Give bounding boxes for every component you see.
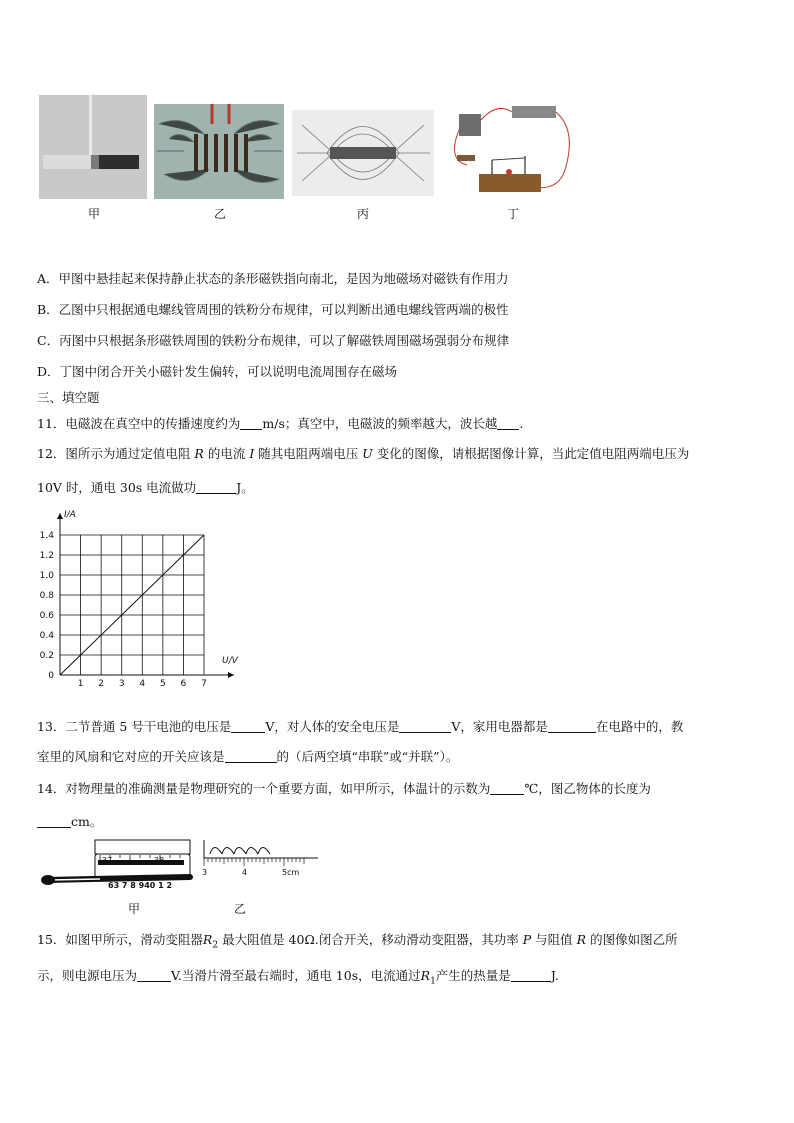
x-tick-label: 1: [77, 679, 84, 689]
q15-text-3: 与阻值: [535, 932, 573, 947]
q15-text-5: 示，则电源电压为: [37, 968, 138, 983]
q12-text-2: 的电流: [207, 446, 246, 461]
figure-ding-oersted-circuit: [447, 100, 577, 200]
figure-bing-bar-magnet-field: [292, 110, 434, 196]
x-tick-label: 5: [159, 679, 166, 689]
y-tick-label: 0.2: [39, 651, 54, 661]
q15-text-4: 的图像如图乙所: [590, 932, 678, 947]
q15-text-2: 最大阻值是 40Ω.闭合开关，移动滑动变阻器，其功率: [222, 932, 519, 947]
ruler-label-3: 3: [202, 868, 208, 877]
q13-blank-3: [548, 720, 596, 733]
q15-text-7: 产生的热量是: [435, 968, 511, 983]
q15-var-r1-sub: 1: [430, 976, 436, 987]
option-b: B．乙图中只根据通电螺线管周围的铁粉分布规律，可以判断出通电螺线管两端的极性: [37, 302, 509, 317]
thermometer-label-37: 37: [102, 856, 113, 865]
y-tick-label: 0.6: [39, 611, 54, 621]
q15-var-r2: R: [202, 932, 213, 947]
figure-caption-bing: 丙: [356, 207, 369, 221]
q12-blank: [196, 481, 236, 494]
q13-text-6: 的（后两空填“串联”或“并联”）。: [276, 749, 459, 764]
x-tick-label: 7: [201, 679, 207, 689]
question-14-line-1: [37, 781, 651, 797]
question-14-line-2: [37, 814, 102, 830]
q13-text-2: V，对人体的安全电压是: [265, 719, 400, 734]
q14-text-3: cm。: [71, 814, 103, 829]
q15-text-8: J.: [550, 968, 559, 983]
q12-var-u: U: [362, 446, 373, 461]
ruler-label-5cm: 5cm: [282, 868, 300, 877]
thermometer-label-38: 38: [154, 856, 165, 865]
q11-text-1: 11．电磁波在真空中的传播速度约为: [37, 416, 241, 431]
question-15-line-2: [37, 968, 559, 990]
figure-jia-hanging-magnet: [39, 95, 147, 199]
x-tick-label: 6: [180, 679, 187, 689]
figure-yi-solenoid-iron-filings: [154, 104, 284, 199]
q13-blank-2: [399, 720, 451, 733]
q14-text-1: 14．对物理量的准确测量是物理研究的一个重要方面，如甲所示，体温计的示数为: [37, 781, 491, 796]
q11-blank-1: [240, 417, 262, 430]
q14-caption-yi: 乙: [233, 902, 246, 916]
q15-text-1: 15．如图甲所示，滑动变阻器: [37, 932, 203, 947]
q12-var-i: I: [249, 446, 255, 461]
y-tick-label: 1.4: [39, 531, 54, 541]
question-12-line-2: [37, 480, 254, 496]
q13-blank-4: [225, 750, 277, 763]
q14-blank-1: [490, 782, 524, 795]
q13-blank-1: [231, 720, 265, 733]
iu-chart: [30, 505, 255, 690]
q15-var-p: P: [522, 932, 532, 947]
q12-text-5: 10V 时，通电 30s 电流做功: [37, 480, 197, 495]
q11-text-2: m/s；真空中，电磁波的频率越大，波长越: [262, 416, 498, 431]
x-axis-label: U/V: [222, 656, 238, 666]
figure-caption-jia: 甲: [87, 207, 100, 221]
y-axis-arrow: [57, 513, 63, 519]
x-tick-label: 4: [139, 679, 146, 689]
y-tick-label: 0.4: [39, 631, 54, 641]
q12-text-1: 12．图所示为通过定值电阻: [37, 446, 191, 461]
q13-text-1: 13．二节普通 5 号干电池的电压是: [37, 719, 232, 734]
figure-caption-ding: 丁: [506, 207, 519, 221]
q13-text-5: 室里的风扇和它对应的开关应该是: [37, 749, 225, 764]
thermometer-scale-digits: 63 7 8 940 1 2: [108, 881, 173, 890]
q11-text-3: .: [519, 416, 524, 431]
q13-text-3: V，家用电器都是: [451, 719, 548, 734]
q12-text-6: J。: [236, 480, 254, 495]
question-15-line-1: [37, 932, 678, 954]
q15-var-r1: R: [420, 968, 431, 983]
option-d: D．丁图中闭合开关小磁针发生偏转，可以说明电流周围存在磁场: [37, 364, 398, 379]
y-tick-label: 1.0: [39, 571, 54, 581]
question-13-line-1: [37, 719, 683, 735]
ruler-figure: [198, 838, 323, 884]
series-line: [60, 535, 204, 675]
figure-caption-yi: 乙: [213, 207, 226, 221]
question-13-line-2: [37, 749, 458, 765]
section-title: 三、填空题: [37, 390, 100, 405]
q11-blank-2: [497, 417, 519, 430]
y-axis-label: I/A: [64, 510, 76, 520]
thermometer-figure: [40, 838, 200, 896]
q14-caption-jia: 甲: [127, 902, 140, 916]
y-tick-label: 0: [48, 671, 54, 681]
ruler-label-4: 4: [242, 868, 248, 877]
y-tick-label: 0.8: [39, 591, 54, 601]
q15-blank-2: [511, 969, 551, 982]
x-tick-label: 2: [98, 679, 105, 689]
q13-text-4: 在电路中的，教: [595, 719, 684, 734]
q15-blank-1: [137, 969, 171, 982]
q15-var-r2-sub: 2: [212, 940, 219, 951]
question-12-line-1: [37, 446, 689, 462]
q15-var-r: R: [576, 932, 587, 947]
q12-var-r: R: [194, 446, 204, 461]
question-11: [37, 416, 523, 432]
y-tick-label: 1.2: [39, 551, 54, 561]
q14-blank-2: [37, 815, 71, 828]
q14-text-2: ℃，图乙物体的长度为: [524, 781, 651, 796]
q12-text-4: 变化的图像，请根据图像计算，当此定值电阻两端电压为: [376, 446, 690, 461]
x-tick-label: 3: [118, 679, 125, 689]
option-c: C．丙图中只根据条形磁铁周围的铁粉分布规律，可以了解磁铁周围磁场强弱分布规律: [37, 333, 510, 348]
option-a: A．甲图中悬挂起来保持静止状态的条形磁铁指向南北，是因为地磁场对磁铁有作用力: [37, 271, 509, 286]
q12-text-3: 随其电阻两端电压: [258, 446, 359, 461]
x-axis-arrow: [228, 672, 234, 678]
q15-text-6: V.当滑片滑至最右端时，通电 10s，电流通过: [171, 968, 421, 983]
